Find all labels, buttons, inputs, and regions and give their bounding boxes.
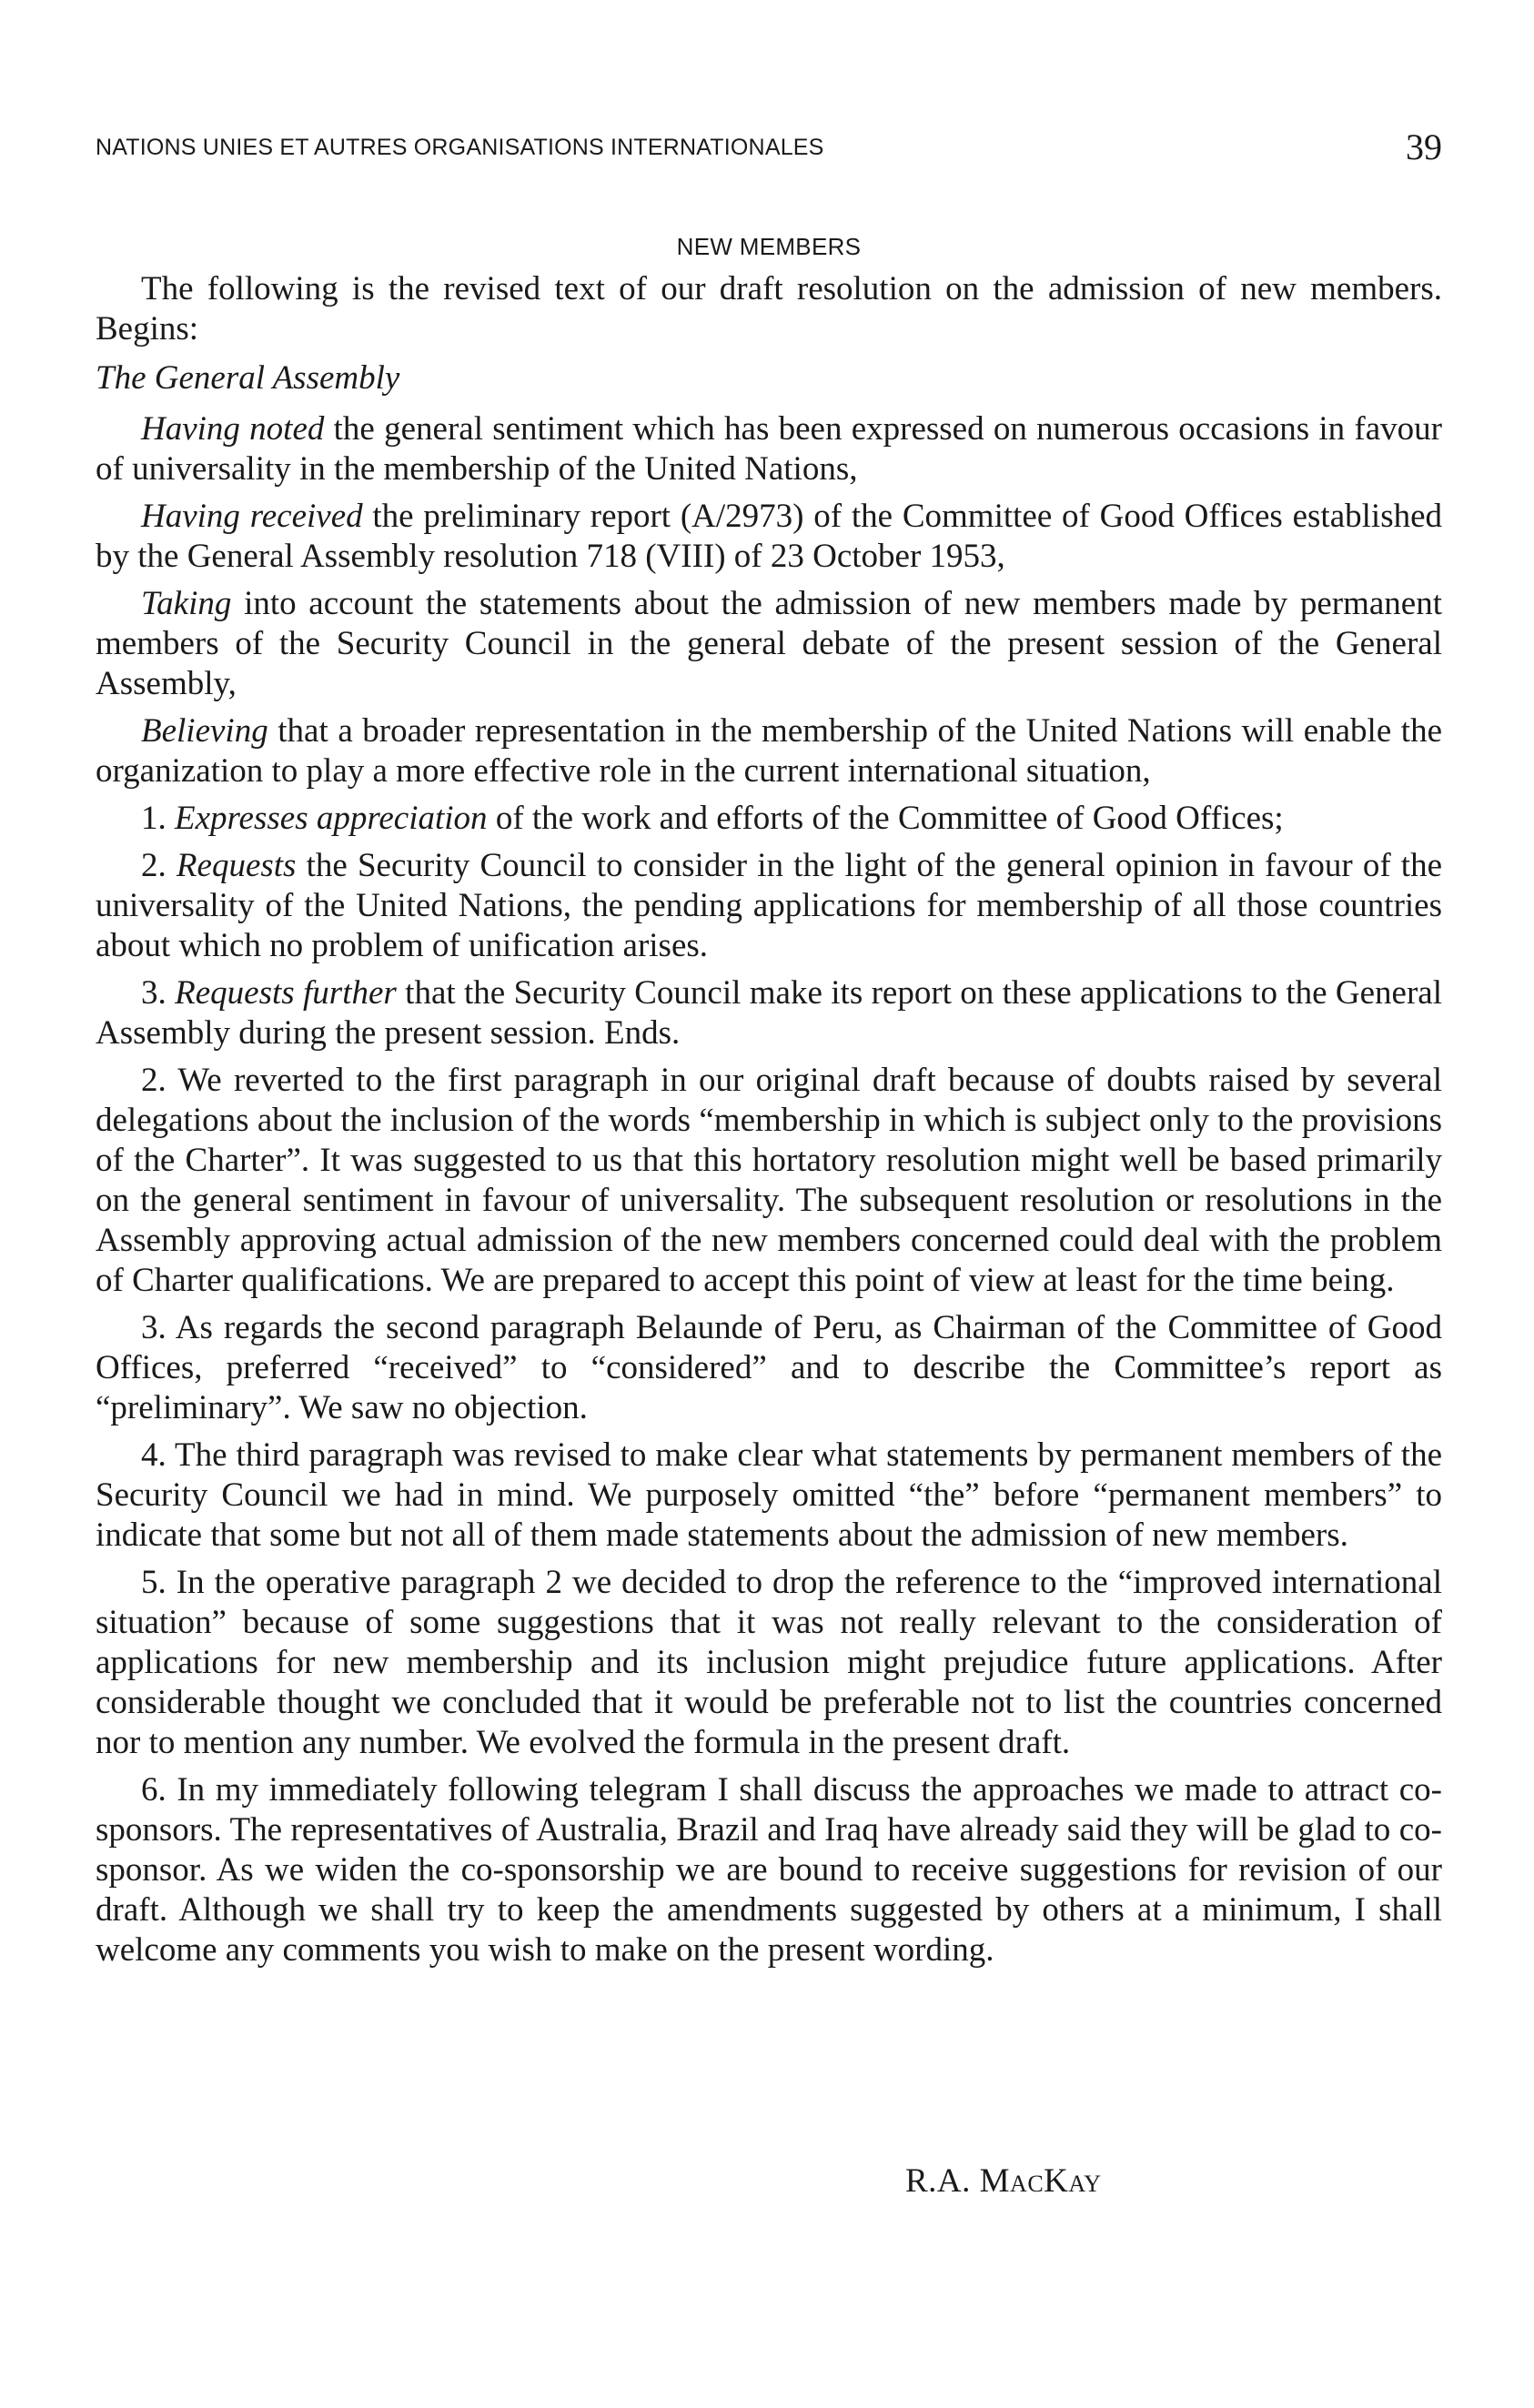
intro-paragraph: The following is the revised text of our draft resolution on the admission of new members. Begins: xyxy=(96,270,1442,348)
running-head-title: NATIONS UNIES ET AUTRES ORGANISATIONS INTERNATIONALES xyxy=(96,135,824,160)
preamble-text: the general sentiment which has been expressed on numerous occasions in favour of universality in the membership of the United Nations, xyxy=(96,410,1442,488)
page-number: 39 xyxy=(1406,126,1442,167)
preamble-text: into account the statements about the admission of new members made by permanent members of the Security Council in the general debate of the present session of the General Assembly, xyxy=(96,585,1442,702)
signature xyxy=(905,2161,1102,2201)
operative-lead: Expresses appreciation xyxy=(175,800,488,837)
operative-text: that the Security Council make its report on these applications to the General Assembly during the present session. Ends. xyxy=(96,974,1442,1052)
preamble-paragraph xyxy=(96,584,1442,704)
signature-surname: MacKay xyxy=(979,2162,1102,2200)
preamble-lead: Taking xyxy=(141,585,232,622)
preamble-lead: Having noted xyxy=(141,410,325,448)
operative-lead: Requests further xyxy=(175,974,397,1012)
body-paragraph: 5. In the operative paragraph 2 we decided to drop the reference to the “improved international situation” because of some suggestions that it was not really relevant to the consideration of applications for new membership and its inclusion might prejudice future applications. After considerable thought we concluded that it would be preferable not to list the countries concerned nor to mention any number. We evolved the formula in the present draft. xyxy=(96,1564,1442,1761)
signature-initials: R.A. xyxy=(905,2162,980,2200)
preamble-paragraph xyxy=(96,409,1442,489)
operative-paragraph xyxy=(96,973,1442,1053)
body-paragraph: 4. The third paragraph was revised to make clear what statements by permanent members of the Security Council we had in mind. We purposely omitted “the” before “permanent members” to indicate that some but not all of them made statements about the admission of new members. xyxy=(96,1436,1442,1554)
body-paragraph: 6. In my immediately following telegram I shall discuss the approaches we made to attract co-sponsors. The representatives of Australia, Brazil and Iraq have already said they will be glad to co-sponsor. As we widen the co-sponsorship we are bound to receive suggestions for revision of our draft. Although we shall try to keep the amendments suggested by others at a minimum, I shall welcome any comments you wish to make on the present wording. xyxy=(96,1771,1442,1969)
operative-paragraph xyxy=(96,799,1442,839)
body-text xyxy=(96,269,1442,1978)
preamble-lead: Believing xyxy=(141,712,268,750)
operative-number: 2. xyxy=(141,847,177,884)
operative-number: 3. xyxy=(141,974,176,1012)
preamble-paragraph xyxy=(96,497,1442,577)
preamble-text: the preliminary report (A/2973) of the Committee of Good Offices established by the General Assembly resolution 718 (VIII) of 23 October 1953, xyxy=(96,498,1443,575)
operative-lead: Requests xyxy=(176,847,297,884)
preamble-text: that a broader representation in the membership of the United Nations will enable the organization to play a more effective role in the current international situation, xyxy=(96,712,1442,790)
document-page xyxy=(96,0,1442,2408)
preamble-lead: Having received xyxy=(141,498,363,535)
resolution-heading xyxy=(96,358,1442,398)
body-paragraph: 3. As regards the second paragraph Belaunde of Peru, as Chairman of the Committee of Good Offices, preferred “received” to “considered” and to describe the Committee’s report as “preliminary”. We saw no objection. xyxy=(96,1309,1442,1426)
resolution-heading-text: The General Assembly xyxy=(96,359,400,397)
operative-number: 1. xyxy=(141,800,175,837)
operative-text: of the work and efforts of the Committee of Good Offices; xyxy=(487,800,1284,837)
preamble-paragraph xyxy=(96,711,1442,791)
operative-text: the Security Council to consider in the light of the general opinion in favour of the universality of the United Nations, the pending applications for membership of all those countries about which no problem of unification arises. xyxy=(96,847,1443,964)
operative-paragraph xyxy=(96,846,1442,966)
section-title: NEW MEMBERS xyxy=(676,233,862,260)
body-paragraph: 2. We reverted to the first paragraph in our original draft because of doubts raised by several delegations about the inclusion of the words “membership in which is subject only to the provisions of the Charter”. It was suggested to us that this hortatory resolution might well be based primarily on the general sentiment in favour of universality. The subsequent resolution or resolutions in the Assembly approving actual admission of the new members concerned could deal with the problem of Charter qualifications. We are prepared to accept this point of view at least for the time being. xyxy=(96,1062,1442,1299)
